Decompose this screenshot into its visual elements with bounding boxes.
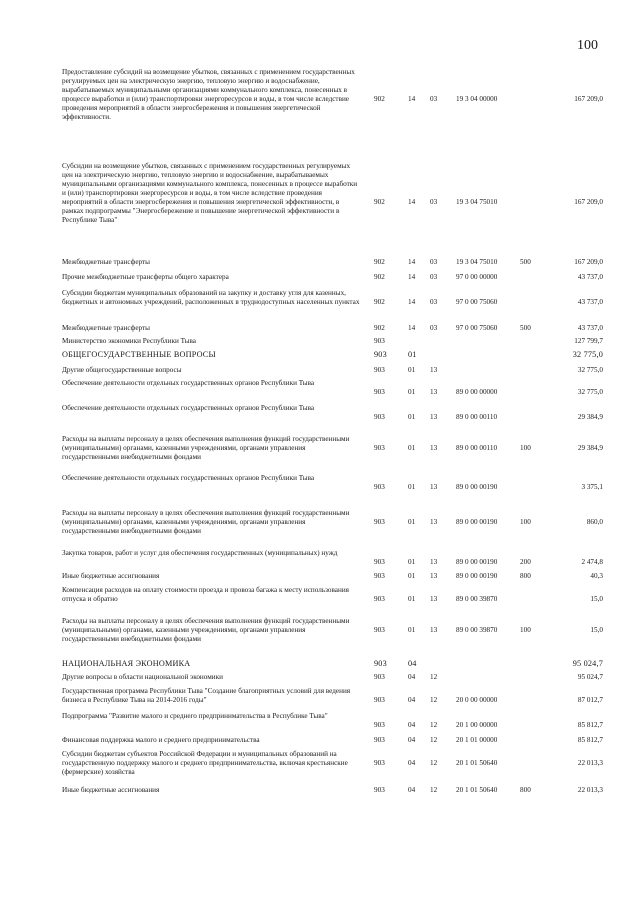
row-description: Иные бюджетные ассигнования <box>62 572 160 580</box>
amount-cell: 32 775,0 <box>577 388 603 396</box>
section-code-cell: 04 <box>408 673 416 681</box>
target-article-cell: 20 1 01 50640 <box>456 759 498 767</box>
expense-type-cell: 100 <box>520 444 531 452</box>
target-article-cell: 19 3 04 00000 <box>456 95 498 103</box>
amount-cell: 40,3 <box>590 572 603 580</box>
subsection-code-cell: 13 <box>430 572 438 580</box>
subsection-code-cell: 12 <box>430 786 438 794</box>
subsection-code-cell: 13 <box>430 483 438 491</box>
expense-type-cell: 800 <box>520 572 531 580</box>
section-code-cell: 04 <box>408 696 416 704</box>
ministry-code-cell: 903 <box>374 413 385 421</box>
subsection-code-cell: 12 <box>430 759 438 767</box>
ministry-code-cell: 902 <box>374 258 385 266</box>
section-code-cell: 14 <box>408 298 416 306</box>
amount-cell: 29 384,9 <box>577 413 603 421</box>
ministry-code-cell: 903 <box>374 572 385 580</box>
section-code-cell: 04 <box>408 736 416 744</box>
row-description: Расходы на выплаты персоналу в целях обеспечения выполнения функций государственными (муниципальными) органами, казенными учреждениями, органами управления государственными внебюджетными фондами <box>62 617 350 643</box>
amount-cell: 95 024,7 <box>572 659 603 668</box>
row-description: ОБЩЕГОСУДАРСТВЕННЫЕ ВОПРОСЫ <box>62 350 216 359</box>
section-code-cell: 01 <box>408 595 416 603</box>
ministry-code-cell: 903 <box>374 444 385 452</box>
expense-type-cell: 800 <box>520 786 531 794</box>
subsection-code-cell: 03 <box>430 273 438 281</box>
target-article-cell: 19 3 04 75010 <box>456 198 498 206</box>
row-description: Субсидии бюджетам муниципальных образований на закупку и доставку угля для казенных, бюджетных и автономных учреждений, расположенных в труднодоступных населенных пунктах <box>62 289 360 306</box>
subsection-code-cell: 13 <box>430 388 438 396</box>
ministry-code-cell: 902 <box>374 95 385 103</box>
subsection-code-cell: 13 <box>430 558 438 566</box>
section-code-cell: 01 <box>408 388 416 396</box>
row-description: Предоставление субсидий на возмещение убытков, связанных с применением государственных регулируемых цен на электрическую энергию, тепловую энергию и водоснабжение, вырабатываемых муниципальными организациями коммунального комплекса, понесенных в процессе выработки и (или) транспортировки энергоресурсов и воды, в том числе вследствие проведения мероприятий в области энергосбережения и повышения энергетической эффективности. <box>62 68 355 121</box>
expense-type-cell: 500 <box>520 258 531 266</box>
amount-cell: 167 209,0 <box>574 198 603 206</box>
subsection-code-cell: 03 <box>430 198 438 206</box>
target-article-cell: 20 1 01 00000 <box>456 736 498 744</box>
amount-cell: 860,0 <box>586 518 603 526</box>
section-code-cell: 14 <box>408 95 416 103</box>
expense-type-cell: 100 <box>520 626 531 634</box>
row-description: Министерство экономики Республики Тыва <box>62 337 196 345</box>
section-code-cell: 04 <box>408 659 417 668</box>
amount-cell: 2 474,8 <box>581 558 603 566</box>
row-description: Субсидии бюджетам субъектов Российской Федерации и муниципальных образований на государственную поддержку малого и среднего предпринимательства, включая крестьянские (фермерские) хозяйства <box>62 750 348 776</box>
ministry-code-cell: 903 <box>374 350 387 359</box>
amount-cell: 22 013,3 <box>577 759 603 767</box>
ministry-code-cell: 903 <box>374 736 385 744</box>
row-description: Межбюджетные трансферты <box>62 258 150 266</box>
target-article-cell: 89 0 00 00110 <box>456 444 498 452</box>
subsection-code-cell: 13 <box>430 595 438 603</box>
amount-cell: 85 812,7 <box>577 736 603 744</box>
row-description: Обеспечение деятельности отдельных государственных органов Республики Тыва <box>62 404 315 412</box>
target-article-cell: 89 0 00 00000 <box>456 388 498 396</box>
amount-cell: 167 209,0 <box>574 95 603 103</box>
amount-cell: 15,0 <box>590 626 603 634</box>
row-description: Иные бюджетные ассигнования <box>62 786 160 794</box>
target-article-cell: 89 0 00 00190 <box>456 518 498 526</box>
row-description: Финансовая поддержка малого и среднего предпринимательства <box>62 736 260 744</box>
section-code-cell: 04 <box>408 721 416 729</box>
amount-cell: 43 737,0 <box>577 298 603 306</box>
ministry-code-cell: 902 <box>374 273 385 281</box>
section-code-cell: 14 <box>408 258 416 266</box>
ministry-code-cell: 902 <box>374 324 385 332</box>
section-code-cell: 01 <box>408 444 416 452</box>
ministry-code-cell: 903 <box>374 483 385 491</box>
target-article-cell: 89 0 00 00190 <box>456 558 498 566</box>
amount-cell: 22 013,3 <box>577 786 603 794</box>
section-code-cell: 01 <box>408 626 416 634</box>
subsection-code-cell: 13 <box>430 444 438 452</box>
amount-cell: 85 812,7 <box>577 721 603 729</box>
row-description: Прочие межбюджетные трансферты общего характера <box>62 273 229 281</box>
section-code-cell: 01 <box>408 572 416 580</box>
ministry-code-cell: 902 <box>374 198 385 206</box>
amount-cell: 87 012,7 <box>577 696 603 704</box>
row-description: Обеспечение деятельности отдельных государственных органов Республики Тыва <box>62 474 315 482</box>
subsection-code-cell: 03 <box>430 324 438 332</box>
row-description: Субсидии на возмещение убытков, связанных с применением государственных регулируемых цен на электрическую энергию, тепловую энергию и водоснабжение, вырабатываемых муниципальными организациями коммунального комплекса, понесенных в процессе выработки и (или) транспортировки энергоресурсов и воды, в том числе вследствие проведения мероприятий в области энергосбережения и повышения энергетической эффективности, в рамках подпрограммы "Энергосбережение и повышение энергетической эффективности в Республике Тыва" <box>62 162 358 224</box>
target-article-cell: 89 0 00 00190 <box>456 572 498 580</box>
amount-cell: 32 775,0 <box>577 366 603 374</box>
ministry-code-cell: 903 <box>374 786 385 794</box>
ministry-code-cell: 903 <box>374 518 385 526</box>
expense-type-cell: 100 <box>520 518 531 526</box>
target-article-cell: 19 3 04 75010 <box>456 258 498 266</box>
subsection-code-cell: 12 <box>430 673 438 681</box>
target-article-cell: 97 0 00 75060 <box>456 298 498 306</box>
amount-cell: 29 384,9 <box>577 444 603 452</box>
amount-cell: 167 209,0 <box>574 258 603 266</box>
row-description: Расходы на выплаты персоналу в целях обеспечения выполнения функций государственными (муниципальными) органами, казенными учреждениями, органами управления государственными внебюджетными фондами <box>62 509 350 535</box>
row-description: Другие общегосударственные вопросы <box>62 366 182 374</box>
ministry-code-cell: 903 <box>374 696 385 704</box>
ministry-code-cell: 903 <box>374 366 385 374</box>
section-code-cell: 01 <box>408 366 416 374</box>
subsection-code-cell: 13 <box>430 413 438 421</box>
target-article-cell: 89 0 00 00190 <box>456 483 498 491</box>
row-description: Государственная программа Республики Тыва "Создание благоприятных условий для ведения бизнеса в Республике Тыва на 2014-2016 годы" <box>62 687 351 704</box>
section-code-cell: 01 <box>408 413 416 421</box>
subsection-code-cell: 12 <box>430 696 438 704</box>
target-article-cell: 89 0 00 39870 <box>456 626 498 634</box>
section-code-cell: 01 <box>408 518 416 526</box>
target-article-cell: 97 0 00 00000 <box>456 273 498 281</box>
row-description: НАЦИОНАЛЬНАЯ ЭКОНОМИКА <box>62 659 191 668</box>
ministry-code-cell: 903 <box>374 626 385 634</box>
target-article-cell: 97 0 00 75060 <box>456 324 498 332</box>
row-description: Подпрограмма "Развитие малого и среднего предпринимательства в Республике Тыва" <box>62 712 328 720</box>
section-code-cell: 01 <box>408 558 416 566</box>
section-code-cell: 01 <box>408 483 416 491</box>
subsection-code-cell: 03 <box>430 298 438 306</box>
row-description: Компенсация расходов на оплату стоимости проезда и провоза багажа к месту использования отпуска и обратно <box>62 586 349 603</box>
section-code-cell: 01 <box>408 350 417 359</box>
subsection-code-cell: 13 <box>430 518 438 526</box>
amount-cell: 3 375,1 <box>581 483 603 491</box>
target-article-cell: 89 0 00 00110 <box>456 413 498 421</box>
section-code-cell: 04 <box>408 759 416 767</box>
section-code-cell: 04 <box>408 786 416 794</box>
ministry-code-cell: 903 <box>374 721 385 729</box>
ministry-code-cell: 903 <box>374 659 387 668</box>
row-description: Межбюджетные трансферты <box>62 324 150 332</box>
ministry-code-cell: 903 <box>374 388 385 396</box>
expense-type-cell: 200 <box>520 558 531 566</box>
target-article-cell: 89 0 00 39870 <box>456 595 498 603</box>
amount-cell: 43 737,0 <box>577 273 603 281</box>
target-article-cell: 20 1 00 00000 <box>456 721 498 729</box>
amount-cell: 95 024,7 <box>577 673 603 681</box>
ministry-code-cell: 902 <box>374 298 385 306</box>
subsection-code-cell: 03 <box>430 95 438 103</box>
amount-cell: 127 799,7 <box>574 337 603 345</box>
ministry-code-cell: 903 <box>374 595 385 603</box>
row-description: Расходы на выплаты персоналу в целях обеспечения выполнения функций государственными (муниципальными) органами, казенными учреждениями, органами управления государственными внебюджетными фондами <box>62 435 350 461</box>
amount-cell: 15,0 <box>590 595 603 603</box>
row-description: Обеспечение деятельности отдельных государственных органов Республики Тыва <box>62 379 315 387</box>
ministry-code-cell: 903 <box>374 558 385 566</box>
target-article-cell: 20 1 01 50640 <box>456 786 498 794</box>
subsection-code-cell: 13 <box>430 626 438 634</box>
row-description: Закупка товаров, работ и услуг для обеспечения государственных (муниципальных) нужд <box>62 549 338 557</box>
expense-type-cell: 500 <box>520 324 531 332</box>
row-description: Другие вопросы в области национальной экономики <box>62 673 223 681</box>
page-number: 100 <box>577 38 598 53</box>
subsection-code-cell: 03 <box>430 258 438 266</box>
ministry-code-cell: 903 <box>374 337 385 345</box>
ministry-code-cell: 903 <box>374 673 385 681</box>
section-code-cell: 14 <box>408 324 416 332</box>
target-article-cell: 20 0 00 00000 <box>456 696 498 704</box>
amount-cell: 43 737,0 <box>577 324 603 332</box>
section-code-cell: 14 <box>408 198 416 206</box>
subsection-code-cell: 12 <box>430 721 438 729</box>
subsection-code-cell: 12 <box>430 736 438 744</box>
section-code-cell: 14 <box>408 273 416 281</box>
subsection-code-cell: 13 <box>430 366 438 374</box>
ministry-code-cell: 903 <box>374 759 385 767</box>
amount-cell: 32 775,0 <box>572 350 603 359</box>
